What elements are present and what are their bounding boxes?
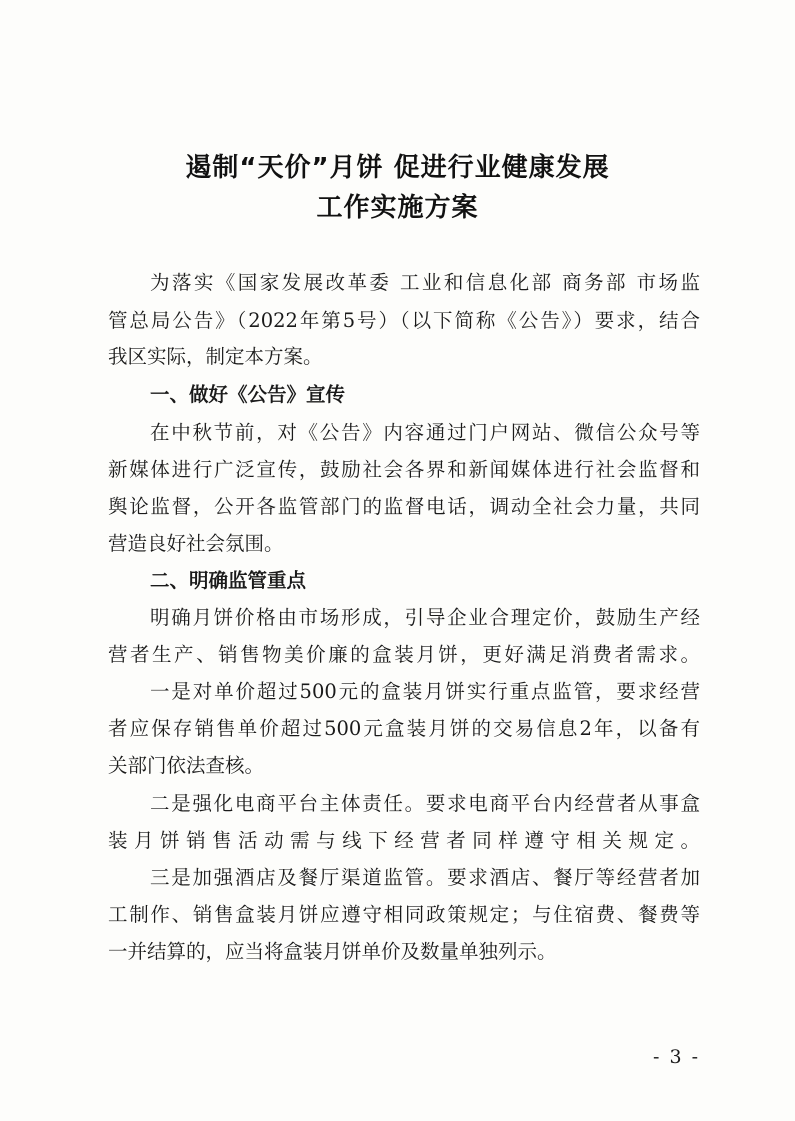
section2-p4-line-1: 三是加强酒店及餐厅渠道监管。要求酒店、餐厅等经营者加 — [150, 866, 700, 889]
document-title-line1: 遏制“天价”月饼 促进行业健康发展 — [185, 153, 610, 183]
section1-line-1: 在中秋节前，对《公告》内容通过门户网站、微信公众号等 — [150, 421, 700, 444]
section2-p2-line-1: 一是对单价超过500元的盒装月饼实行重点监管，要求经营 — [150, 680, 700, 703]
section2-p3-line-1: 二是强化电商平台主体责任。要求电商平台内经营者从事盒 — [150, 792, 700, 815]
section2-p2-line-2: 者应保存销售单价超过500元盒装月饼的交易信息2年，以备有 — [108, 717, 700, 740]
section2-p2-line-3: 关部门依法查核。 — [108, 754, 265, 777]
section1-line-3: 舆论监督，公开各监管部门的监督电话，调动全社会力量，共同 — [108, 495, 700, 518]
intro-line-2: 管总局公告》（2022年第5号）（以下简称《公告》）要求，结合 — [108, 309, 700, 332]
section2-p3-line-2: 装月饼销售活动需与线下经营者同样遵守相关规定。 — [108, 829, 700, 852]
intro-line-1: 为落实《国家发展改革委 工业和信息化部 商务部 市场监 — [150, 271, 700, 294]
section2-p4-line-3: 一并结算的，应当将盒装月饼单价及数量单独列示。 — [108, 940, 557, 963]
section1-line-4: 营造良好社会氛围。 — [108, 532, 284, 555]
section1-heading: 一、做好《公告》宣传 — [150, 383, 346, 406]
section2-p4-line-2: 工制作、销售盒装月饼应遵守相同政策规定；与住宿费、餐费等 — [108, 903, 700, 926]
section2-p1-line-2: 营者生产、销售物美价廉的盒装月饼，更好满足消费者需求。 — [108, 643, 700, 666]
section2-p1-line-1: 明确月饼价格由市场形成，引导企业合理定价，鼓励生产经 — [150, 606, 700, 629]
intro-line-3: 我区实际，制定本方案。 — [108, 345, 323, 368]
page-number: - 3 - — [652, 1046, 700, 1068]
document-title-line2: 工作实施方案 — [316, 193, 479, 223]
section2-heading: 二、明确监管重点 — [150, 569, 307, 592]
section1-line-2: 新媒体进行广泛宣传，鼓励社会各界和新闻媒体进行社会监督和 — [108, 458, 700, 481]
